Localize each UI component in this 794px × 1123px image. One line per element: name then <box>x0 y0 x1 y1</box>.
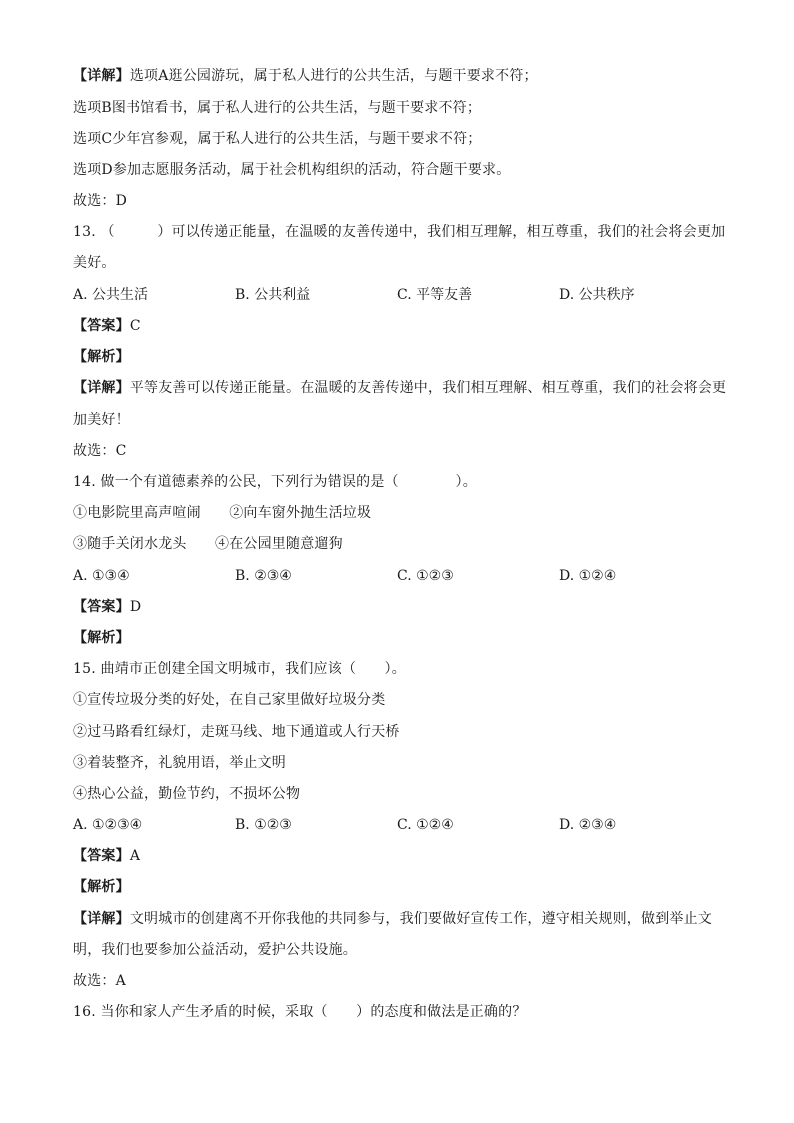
option-b: B. ①②③ <box>235 817 292 833</box>
explanation-line: 【详解】平等友善可以传递正能量。在温暖的友善传递中，我们相互理解、相互尊重，我们的社会将会更 <box>73 380 727 396</box>
explanation-line: 选项B图书馆看书，属于私人进行的公共生活，与题干要求不符； <box>73 100 482 116</box>
option-c: C. 平等友善 <box>397 287 473 303</box>
option-d: D. ②③④ <box>559 817 617 833</box>
analysis-label: 【解析】 <box>73 879 130 895</box>
statement-line: ③着装整齐，礼貌用语，举止文明 <box>73 755 286 771</box>
statement-line: ①宣传垃圾分类的好处，在自己家里做好垃圾分类 <box>73 692 386 708</box>
option-c: C. ①②④ <box>397 817 454 833</box>
question-13: 13. （ ）可以传递正能量，在温暖的友善传递中，我们相互理解，相互尊重，我们的社会将会更加 <box>73 224 726 240</box>
statement-line: ①电影院里高声喧闹 ②向车窗外抛生活垃圾 <box>73 505 372 521</box>
question-14: 14. 做一个有道德素养的公民，下列行为错误的是（ ）。 <box>73 474 477 490</box>
answer-label: 【答案】A <box>73 848 141 864</box>
explanation-line: 选项D参加志愿服务活动，属于社会机构组织的活动，符合题干要求。 <box>73 162 511 178</box>
question-16: 16. 当你和家人产生矛盾的时候，采取（ ）的态度和做法是正确的？ <box>73 1004 527 1020</box>
answer-choice-line: 故选：C <box>73 443 127 459</box>
explanation-line: 【详解】选项A逛公园游玩，属于私人进行的公共生活，与题干要求不符； <box>73 68 538 84</box>
statement-line: ④热心公益，勤俭节约，不损坏公物 <box>73 786 301 802</box>
option-a: A. 公共生活 <box>73 287 149 303</box>
answer-choice-line: 故选：D <box>73 193 128 209</box>
explanation-line: 【详解】文明城市的创建离不开你我他的共同参与，我们要做好宣传工作，遵守相关规则，做到举止文 <box>73 911 713 927</box>
option-a: A. ①②③④ <box>73 817 143 833</box>
option-d: D. ①②④ <box>559 568 617 584</box>
option-b: B. ②③④ <box>235 568 292 584</box>
explanation-line: 加美好！ <box>73 412 130 428</box>
option-b: B. 公共利益 <box>235 287 311 303</box>
option-a: A. ①③④ <box>73 568 130 584</box>
answer-label: 【答案】C <box>73 318 141 334</box>
question-15: 15. 曲靖市正创建全国文明城市，我们应该（ ）。 <box>73 661 406 677</box>
option-c: C. ①②③ <box>397 568 454 584</box>
analysis-label: 【解析】 <box>73 349 130 365</box>
question-13-cont: 美好。 <box>73 255 116 271</box>
explanation-line: 明，我们也要参加公益活动，爱护公共设施。 <box>73 942 357 958</box>
statement-line: ②过马路看红绿灯，走斑马线、地下通道或人行天桥 <box>73 724 400 740</box>
answer-label: 【答案】D <box>73 599 142 615</box>
analysis-label: 【解析】 <box>73 630 130 646</box>
option-d: D. 公共秩序 <box>559 287 635 303</box>
answer-choice-line: 故选：A <box>73 973 126 989</box>
explanation-line: 选项C少年宫参观，属于私人进行的公共生活，与题干要求不符； <box>73 131 482 147</box>
statement-line: ③随手关闭水龙头 ④在公园里随意遛狗 <box>73 536 343 552</box>
